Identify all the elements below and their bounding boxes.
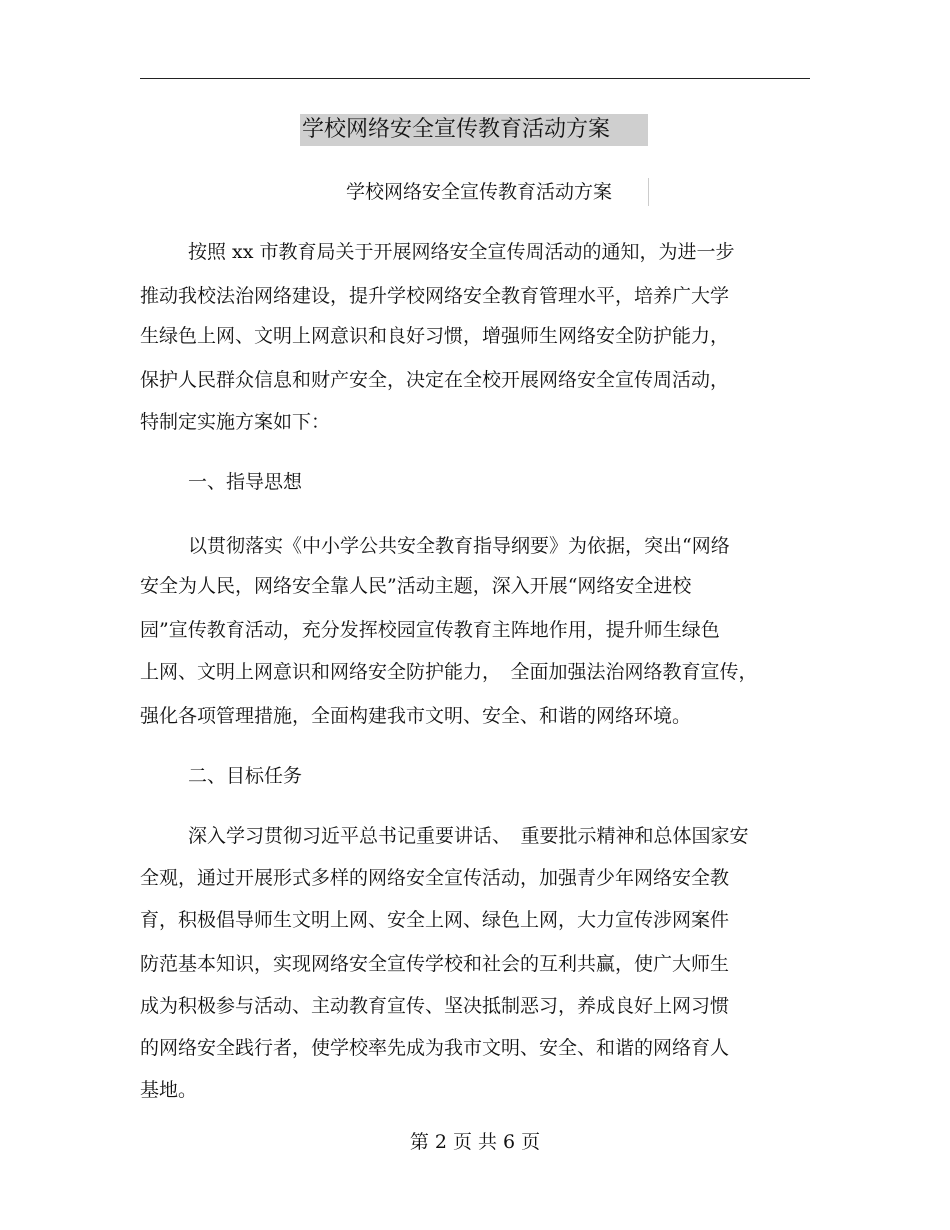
- paragraph-line: 推动我校法治网络建设，提升学校网络安全教育管理水平，培养广大学: [140, 285, 730, 307]
- section-heading: 一、指导思想: [188, 471, 303, 493]
- paragraph-line: 园”宣传教育活动，充分发挥校园宣传教育主阵地作用，提升师生绿色: [140, 619, 720, 641]
- paragraph-line: 上网、文明上网意识和网络安全防护能力， 全面加强法治网络教育宣传，: [140, 661, 758, 683]
- page-number-footer: 第 2 页 共 6 页: [409, 1131, 541, 1153]
- paragraph-line: 全观，通过开展形式多样的网络安全宣传活动，加强青少年网络安全教: [140, 867, 730, 889]
- paragraph-line: 以贯彻落实《中小学公共安全教育指导纲要》为依据，突出“网络: [188, 535, 730, 557]
- paragraph-line: 基地。: [140, 1079, 198, 1101]
- paragraph-line: 的网络安全践行者，使学校率先成为我市文明、安全、和谐的网络育人: [140, 1037, 730, 1059]
- paragraph-line: 生绿色上网、文明上网意识和良好习惯，增强师生网络安全防护能力，: [140, 325, 730, 347]
- header-rule: [140, 78, 810, 79]
- paragraph-line: 保护人民群众信息和财产安全，决定在全校开展网络安全宣传周活动，: [140, 369, 730, 391]
- paragraph-line: 强化各项管理措施，全面构建我市文明、安全、和谐的网络环境。: [140, 705, 692, 727]
- subtitle-box-edge: [648, 178, 649, 206]
- document-subtitle: 学校网络安全宣传教育活动方案: [346, 181, 613, 203]
- paragraph-line: 成为积极参与活动、主动教育宣传、坚决抵制恶习，养成良好上网习惯: [140, 995, 730, 1017]
- paragraph-line: 育，积极倡导师生文明上网、安全上网、绿色上网，大力宣传涉网案件: [140, 909, 730, 931]
- section-heading: 二、目标任务: [188, 765, 303, 787]
- paragraph-line: 防范基本知识，实现网络安全宣传学校和社会的互利共赢，使广大师生: [140, 953, 730, 975]
- paragraph-line: 按照 xx 市教育局关于开展网络安全宣传周活动的通知，为进一步: [188, 241, 735, 263]
- paragraph-line: 特制定实施方案如下：: [140, 411, 331, 433]
- document-title: 学校网络安全宣传教育活动方案: [300, 114, 648, 146]
- paragraph-line: 安全为人民，网络安全靠人民”活动主题，深入开展“网络安全进校: [140, 575, 692, 597]
- paragraph-line: 深入学习贯彻习近平总书记重要讲话、 重要批示精神和总体国家安: [188, 825, 749, 847]
